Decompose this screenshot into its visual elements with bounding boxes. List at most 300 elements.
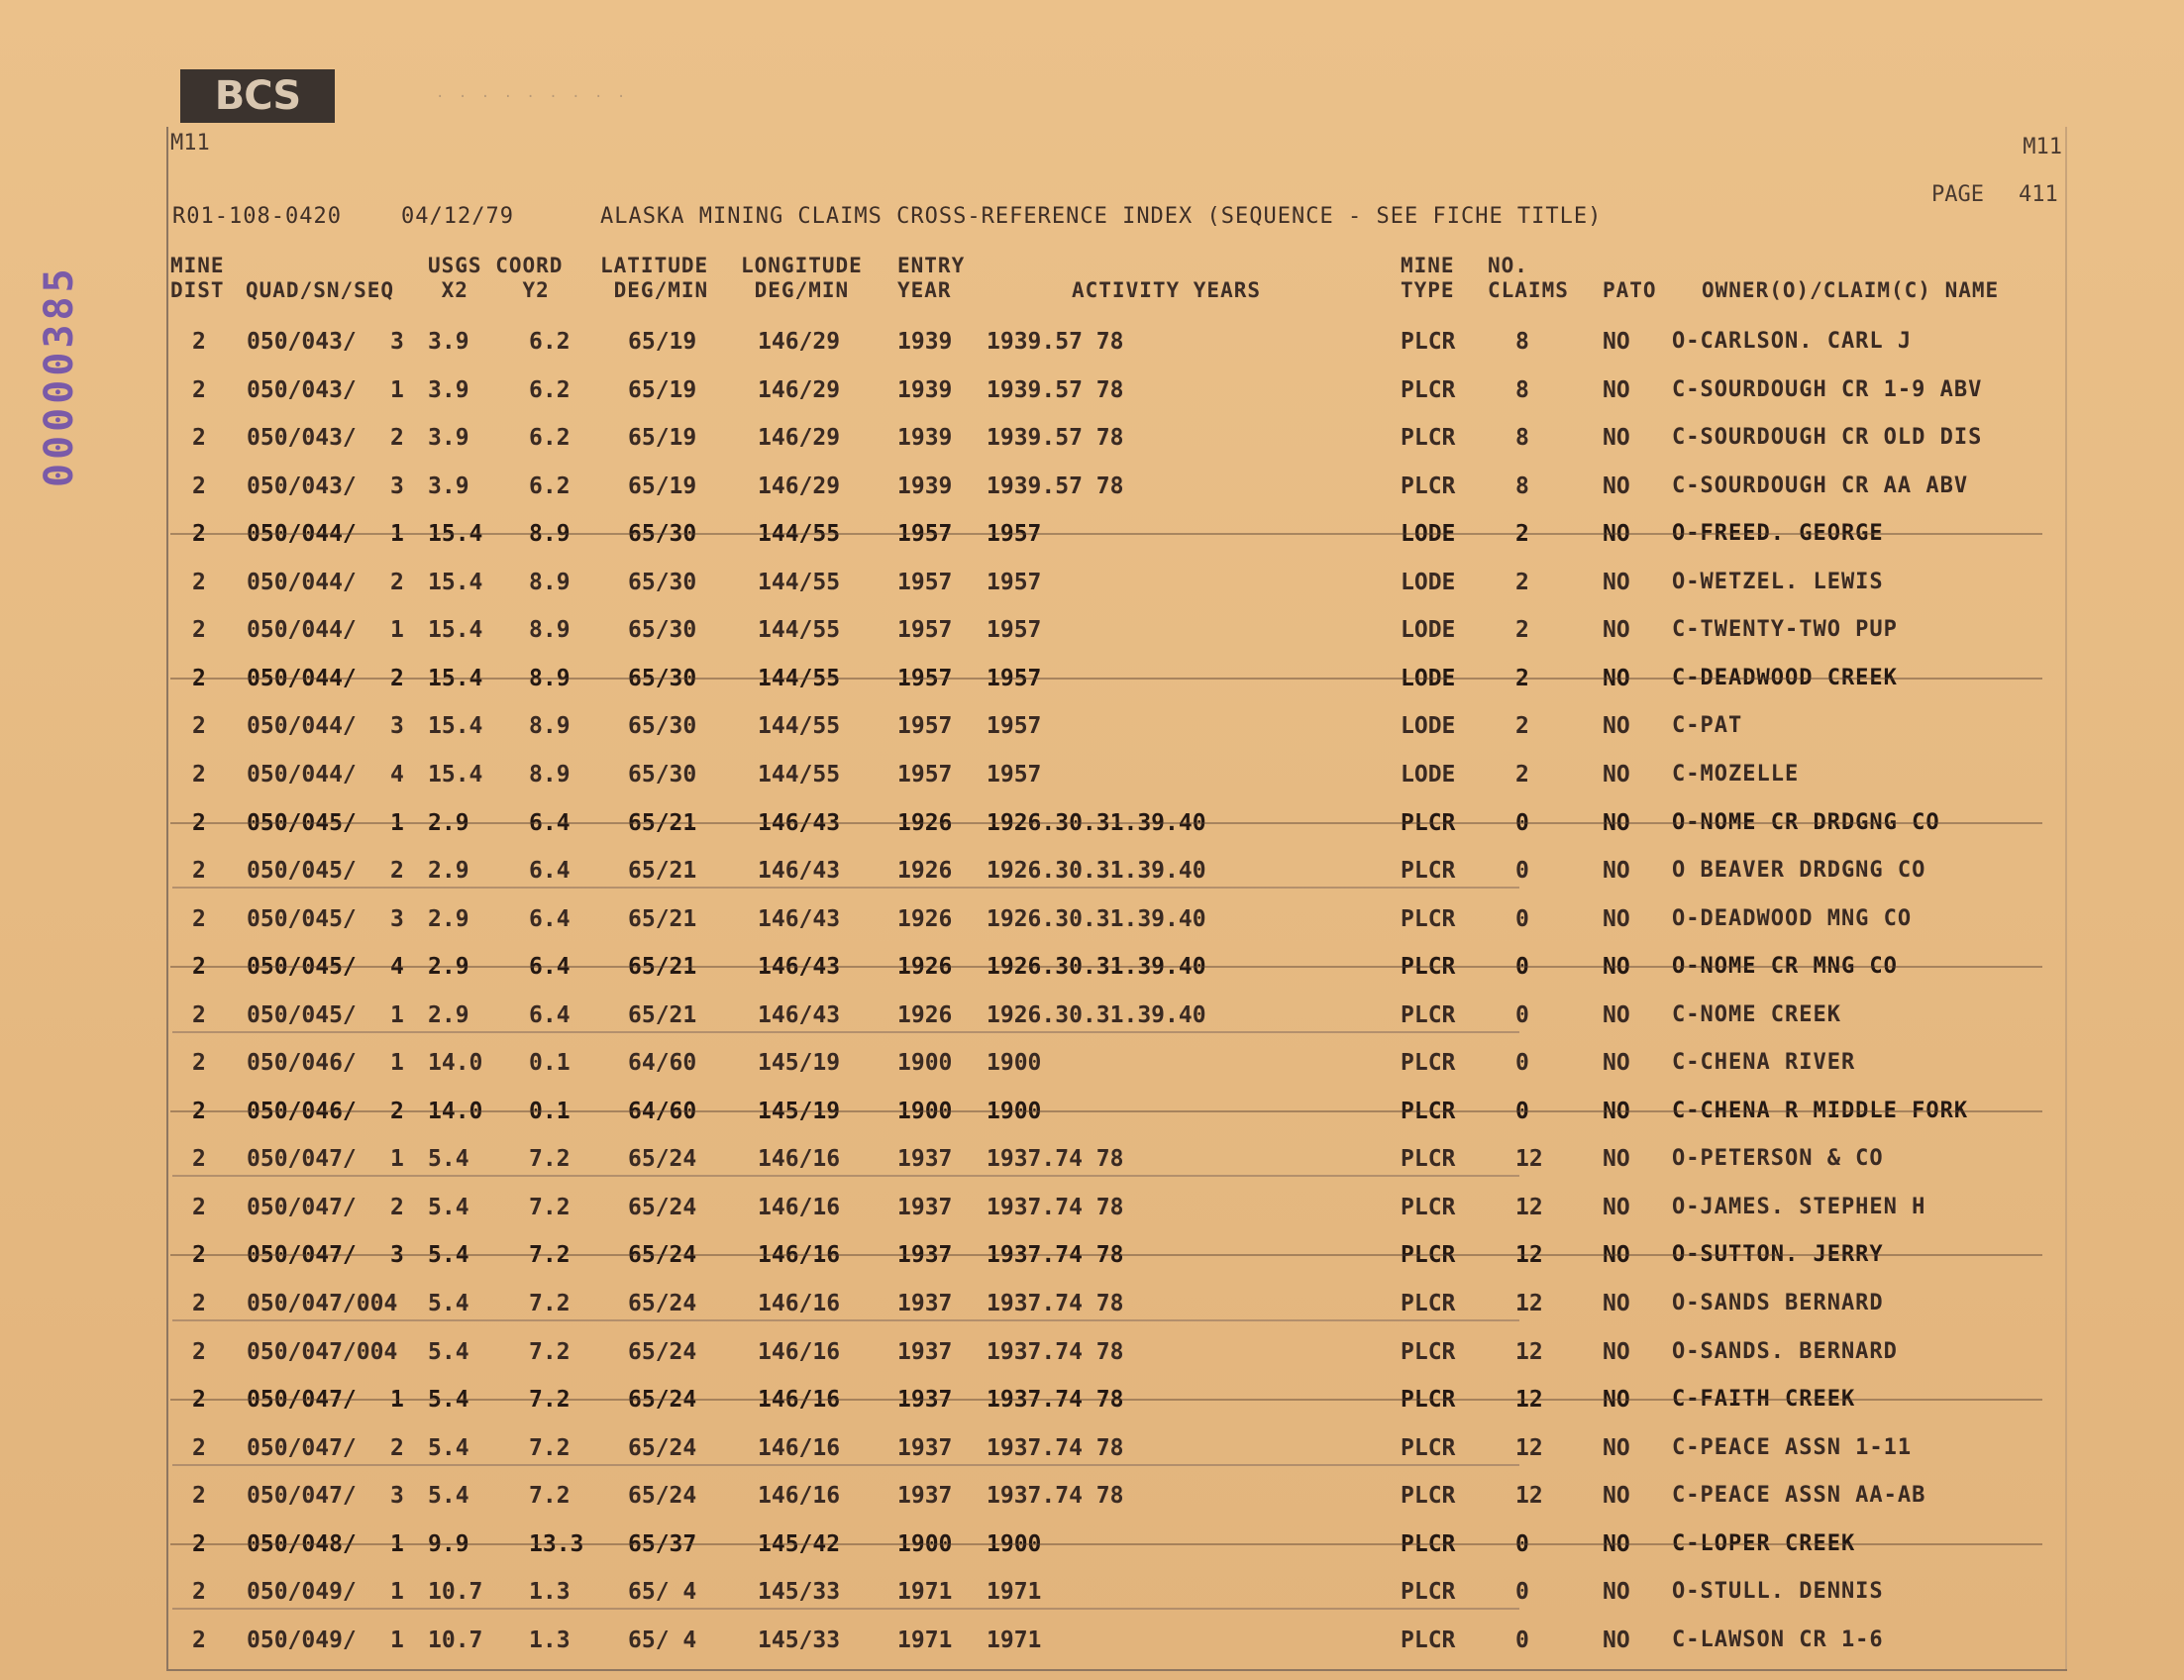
faint-header-marks: · · · · · · · · ·: [436, 89, 629, 105]
cell-claims: 8: [1515, 376, 1529, 403]
cell-dist: 2: [192, 425, 206, 452]
row-strike-line: [170, 1399, 2042, 1401]
col-header-type: MINE TYPE: [1401, 254, 1455, 302]
cell-lat: 65/37: [628, 1530, 697, 1557]
cell-activity: 1939.57 78: [987, 425, 1124, 452]
cell-owner: O-DEADWOOD MNG CO: [1672, 905, 1913, 931]
row-strike-line: [170, 678, 2042, 680]
cell-quad: 050/044/: [247, 761, 357, 788]
table-row: [0, 1232, 2184, 1280]
cell-activity: 1926.30.31.39.40: [987, 858, 1206, 885]
cell-quad: 050/047/: [247, 1146, 357, 1173]
col-header-lon: LONGITUDE DEG/MIN: [741, 254, 863, 302]
row-strike-line: [170, 822, 2042, 824]
cell-entry: 1900: [897, 1098, 953, 1124]
cell-claims: 2: [1515, 617, 1529, 644]
cell-owner: C-MOZELLE: [1672, 761, 1800, 787]
cell-y2: 7.2: [529, 1146, 571, 1173]
cell-x2: 15.4: [428, 761, 483, 788]
cell-type: PLCR: [1401, 1387, 1456, 1414]
cell-pato: NO: [1603, 1338, 1630, 1365]
cell-activity: 1957: [987, 569, 1042, 595]
cell-owner: C-SOURDOUGH CR AA ABV: [1672, 472, 1969, 498]
cell-lon: 145/33: [758, 1579, 841, 1606]
col-header-pato: PATO: [1603, 278, 1657, 302]
cell-seq: 1: [390, 1579, 404, 1606]
cell-type: PLCR: [1401, 1098, 1456, 1124]
cell-claims: 0: [1515, 1530, 1529, 1557]
cell-owner: O-SANDS BERNARD: [1672, 1291, 1884, 1315]
cell-pato: NO: [1603, 713, 1630, 740]
cell-claims: 2: [1515, 761, 1529, 788]
cell-type: PLCR: [1401, 1530, 1456, 1557]
cell-type: PLCR: [1401, 905, 1456, 932]
cell-claims: 0: [1515, 1001, 1529, 1028]
cell-dist: 2: [192, 1291, 206, 1316]
cell-lon: 144/55: [758, 617, 841, 644]
cell-claims: 2: [1515, 665, 1529, 691]
page-number: 411: [2019, 182, 2058, 207]
table-row: [0, 1473, 2184, 1521]
cell-x2: 9.9: [428, 1530, 469, 1557]
cell-type: PLCR: [1401, 1627, 1456, 1653]
cell-claims: 8: [1515, 425, 1529, 452]
table-row: [0, 1618, 2184, 1665]
cell-activity: 1939.57 78: [987, 329, 1124, 355]
cell-claims: 0: [1515, 1627, 1529, 1653]
cell-dist: 2: [192, 1098, 206, 1124]
row-underline: [172, 1464, 1519, 1466]
cell-dist: 2: [192, 472, 206, 499]
cell-owner: C-DEADWOOD CREEK: [1672, 665, 1898, 690]
cell-lon: 146/16: [758, 1242, 841, 1269]
cell-activity: 1957: [987, 761, 1042, 788]
cell-lon: 146/43: [758, 809, 841, 836]
cell-dist: 2: [192, 1434, 206, 1461]
cell-claims: 2: [1515, 713, 1529, 740]
cell-quad: 050/045/: [247, 905, 357, 932]
cell-type: PLCR: [1401, 1291, 1456, 1316]
table-row: [0, 1329, 2184, 1377]
cell-lat: 65/24: [628, 1434, 697, 1461]
table-row: [0, 944, 2184, 992]
cell-dist: 2: [192, 858, 206, 885]
cell-owner: O-NOME CR DRDGNG CO: [1672, 809, 1940, 835]
cell-owner: O-JAMES. STEPHEN H: [1672, 1194, 1926, 1219]
cell-claims: 8: [1515, 472, 1529, 499]
cell-lon: 146/29: [758, 329, 841, 355]
cell-y2: 1.3: [529, 1579, 571, 1606]
report-id: R01-108-0420: [172, 204, 342, 229]
cell-lon: 146/29: [758, 425, 841, 452]
cell-activity: 1957: [987, 713, 1042, 740]
cell-lon: 146/43: [758, 858, 841, 885]
cell-entry: 1937: [897, 1434, 953, 1461]
cell-lon: 144/55: [758, 761, 841, 788]
cell-lon: 146/43: [758, 1001, 841, 1028]
cell-pato: NO: [1603, 569, 1630, 595]
cell-activity: 1937.74 78: [987, 1146, 1124, 1173]
bcs-logo: BCS: [180, 69, 335, 123]
cell-x2: 2.9: [428, 905, 469, 932]
cell-lat: 65/30: [628, 569, 697, 595]
table-row: [0, 896, 2184, 944]
cell-x2: 14.0: [428, 1050, 483, 1077]
cell-seq: 1: [390, 1530, 404, 1557]
cell-lat: 65/21: [628, 809, 697, 836]
table-row: [0, 703, 2184, 751]
cell-quad: 050/043/: [247, 376, 357, 403]
cell-x2: 10.7: [428, 1579, 483, 1606]
table-row: [0, 368, 2184, 415]
cell-seq: 3: [390, 1242, 404, 1269]
cell-dist: 2: [192, 1194, 206, 1220]
cell-dist: 2: [192, 1579, 206, 1606]
cell-type: LODE: [1401, 569, 1456, 595]
cell-y2: 6.4: [529, 905, 571, 932]
cell-y2: 13.3: [529, 1530, 584, 1557]
cell-lat: 65/21: [628, 1001, 697, 1028]
cell-x2: 14.0: [428, 1098, 483, 1124]
cell-dist: 2: [192, 1146, 206, 1173]
cell-x2: 15.4: [428, 569, 483, 595]
cell-claims: 12: [1515, 1242, 1543, 1269]
cell-lat: 65/21: [628, 954, 697, 981]
col-header-usgs: USGS COORD X2 Y2: [428, 254, 564, 302]
cell-quad: 050/049/: [247, 1627, 357, 1653]
cell-activity: 1926.30.31.39.40: [987, 809, 1206, 836]
cell-quad: 050/047/: [247, 1387, 357, 1414]
cell-pato: NO: [1603, 1146, 1630, 1173]
cell-pato: NO: [1603, 809, 1630, 836]
cell-y2: 7.2: [529, 1291, 571, 1316]
cell-lat: 65/30: [628, 761, 697, 788]
cell-owner: O-PETERSON & CO: [1672, 1146, 1884, 1172]
cell-owner: C-CHENA R MIDDLE FORK: [1672, 1098, 1969, 1123]
cell-lat: 65/24: [628, 1387, 697, 1414]
cell-pato: NO: [1603, 1579, 1630, 1606]
cell-pato: NO: [1603, 1098, 1630, 1124]
row-strike-line: [170, 1543, 2042, 1545]
cell-pato: NO: [1603, 1291, 1630, 1316]
cell-type: LODE: [1401, 521, 1456, 548]
cell-y2: 7.2: [529, 1242, 571, 1269]
cell-type: PLCR: [1401, 809, 1456, 836]
cell-entry: 1900: [897, 1530, 953, 1557]
cell-lat: 65/30: [628, 665, 697, 691]
cell-quad: 050/045/: [247, 1001, 357, 1028]
cell-claims: 0: [1515, 1579, 1529, 1606]
cell-pato: NO: [1603, 1242, 1630, 1269]
cell-x2: 15.4: [428, 665, 483, 691]
row-underline: [172, 1031, 1519, 1033]
cell-type: PLCR: [1401, 1483, 1456, 1510]
cell-lon: 144/55: [758, 665, 841, 691]
cell-entry: 1957: [897, 617, 953, 644]
cell-entry: 1926: [897, 905, 953, 932]
cell-seq: 1: [390, 809, 404, 836]
cell-lat: 65/24: [628, 1483, 697, 1510]
cell-quad: 050/047/: [247, 1483, 357, 1510]
cell-x2: 5.4: [428, 1434, 469, 1461]
cell-entry: 1971: [897, 1579, 953, 1606]
table-row: [0, 848, 2184, 895]
cell-claims: 8: [1515, 329, 1529, 355]
cell-seq: 3: [390, 1483, 404, 1510]
cell-type: PLCR: [1401, 1242, 1456, 1269]
cell-owner: C-SOURDOUGH CR OLD DIS: [1672, 425, 1983, 451]
cell-y2: 6.4: [529, 858, 571, 885]
cell-quad: 050/044/: [247, 665, 357, 691]
cell-entry: 1939: [897, 425, 953, 452]
cell-y2: 0.1: [529, 1098, 571, 1124]
cell-claims: 12: [1515, 1146, 1543, 1173]
cell-y2: 8.9: [529, 617, 571, 644]
row-strike-line: [170, 1110, 2042, 1112]
cell-entry: 1926: [897, 954, 953, 981]
cell-y2: 6.2: [529, 472, 571, 499]
cell-lon: 146/29: [758, 472, 841, 499]
cell-lat: 65/19: [628, 425, 697, 452]
cell-type: PLCR: [1401, 425, 1456, 452]
cell-lon: 146/16: [758, 1146, 841, 1173]
cell-activity: 1937.74 78: [987, 1387, 1124, 1414]
cell-claims: 2: [1515, 569, 1529, 595]
cell-lon: 146/16: [758, 1338, 841, 1365]
cell-owner: O-STULL. DENNIS: [1672, 1579, 1884, 1605]
report-title: ALASKA MINING CLAIMS CROSS-REFERENCE INDEX (SEQUENCE - SEE FICHE TITLE): [600, 204, 1603, 229]
cell-lat: 65/24: [628, 1194, 697, 1220]
cell-seq: 2: [390, 1098, 404, 1124]
cell-lon: 146/16: [758, 1291, 841, 1316]
row-strike-line: [170, 533, 2042, 535]
cell-lon: 146/29: [758, 376, 841, 403]
col-header-claims: NO. CLAIMS: [1488, 254, 1569, 302]
cell-claims: 12: [1515, 1338, 1543, 1365]
cell-activity: 1900: [987, 1530, 1042, 1557]
cell-activity: 1957: [987, 617, 1042, 644]
cell-lon: 146/16: [758, 1387, 841, 1414]
cell-entry: 1971: [897, 1627, 953, 1653]
cell-lon: 145/42: [758, 1530, 841, 1557]
col-header-entry: ENTRY YEAR: [897, 254, 966, 302]
cell-lon: 146/16: [758, 1194, 841, 1220]
cell-owner: C-TWENTY-TWO PUP: [1672, 617, 1898, 643]
table-row: [0, 560, 2184, 607]
cell-owner: C-SOURDOUGH CR 1-9 ABV: [1672, 376, 1983, 402]
cell-claims: 0: [1515, 1050, 1529, 1077]
cell-quad: 050/044/: [247, 569, 357, 595]
table-row: [0, 1185, 2184, 1232]
cell-seq: 4: [390, 954, 404, 981]
cell-y2: 7.2: [529, 1483, 571, 1510]
cell-type: PLCR: [1401, 1579, 1456, 1606]
cell-owner: O-FREED. GEORGE: [1672, 521, 1884, 547]
cell-claims: 12: [1515, 1387, 1543, 1414]
table-row: [0, 607, 2184, 655]
cell-x2: 2.9: [428, 954, 469, 981]
cell-activity: 1937.74 78: [987, 1291, 1124, 1316]
cell-dist: 2: [192, 329, 206, 355]
cell-seq: 1: [390, 376, 404, 403]
cell-type: PLCR: [1401, 1001, 1456, 1028]
cell-pato: NO: [1603, 665, 1630, 691]
cell-x2: 2.9: [428, 809, 469, 836]
cell-pato: NO: [1603, 1387, 1630, 1414]
cell-lat: 65/24: [628, 1242, 697, 1269]
cell-seq: 1: [390, 521, 404, 548]
cell-quad: 050/043/: [247, 472, 357, 499]
col-header-quad: QUAD/SN/SEQ: [246, 278, 395, 302]
cell-entry: 1937: [897, 1146, 953, 1173]
cell-claims: 0: [1515, 809, 1529, 836]
row-strike-line: [170, 966, 2042, 968]
cell-pato: NO: [1603, 905, 1630, 932]
cell-quad: 050/048/: [247, 1530, 357, 1557]
cell-y2: 7.2: [529, 1434, 571, 1461]
cell-y2: 6.2: [529, 376, 571, 403]
cell-quad: 050/049/: [247, 1579, 357, 1606]
cell-x2: 15.4: [428, 617, 483, 644]
cell-x2: 5.4: [428, 1338, 469, 1365]
table-row: [0, 1377, 2184, 1424]
cell-claims: 0: [1515, 954, 1529, 981]
cell-seq: 3: [390, 713, 404, 740]
corner-mark-left: M11: [170, 131, 210, 156]
cell-entry: 1957: [897, 569, 953, 595]
cell-type: PLCR: [1401, 954, 1456, 981]
report-date: 04/12/79: [401, 204, 514, 229]
cell-pato: NO: [1603, 617, 1630, 644]
cell-y2: 6.4: [529, 954, 571, 981]
cell-x2: 5.4: [428, 1291, 469, 1316]
cell-entry: 1937: [897, 1242, 953, 1269]
cell-claims: 12: [1515, 1194, 1543, 1220]
cell-entry: 1937: [897, 1338, 953, 1365]
cell-lat: 65/19: [628, 376, 697, 403]
cell-dist: 2: [192, 809, 206, 836]
col-header-dist: MINE DIST: [170, 254, 225, 302]
cell-type: LODE: [1401, 761, 1456, 788]
cell-claims: 12: [1515, 1291, 1543, 1316]
cell-x2: 3.9: [428, 425, 469, 452]
cell-quad: 050/047/004: [247, 1338, 398, 1365]
cell-activity: 1957: [987, 521, 1042, 548]
cell-activity: 1926.30.31.39.40: [987, 954, 1206, 981]
cell-activity: 1957: [987, 665, 1042, 691]
cell-quad: 050/044/: [247, 713, 357, 740]
cell-y2: 8.9: [529, 665, 571, 691]
cell-activity: 1900: [987, 1098, 1042, 1124]
col-header-lat: LATITUDE DEG/MIN: [600, 254, 709, 302]
cell-seq: 1: [390, 1387, 404, 1414]
cell-seq: 1: [390, 1001, 404, 1028]
cell-y2: 6.2: [529, 425, 571, 452]
cell-lat: 64/60: [628, 1098, 697, 1124]
cell-entry: 1926: [897, 1001, 953, 1028]
cell-x2: 5.4: [428, 1387, 469, 1414]
cell-entry: 1939: [897, 472, 953, 499]
cell-seq: 1: [390, 1050, 404, 1077]
row-strike-line: [170, 1254, 2042, 1256]
cell-dist: 2: [192, 713, 206, 740]
table-row: [0, 511, 2184, 559]
cell-owner: C-NOME CREEK: [1672, 1001, 1841, 1027]
cell-x2: 3.9: [428, 329, 469, 355]
cell-pato: NO: [1603, 376, 1630, 403]
table-row: [0, 1136, 2184, 1184]
cell-dist: 2: [192, 1530, 206, 1557]
cell-owner: C-PEACE ASSN AA-AB: [1672, 1483, 1926, 1509]
document-number-stamp: 00000385: [37, 264, 82, 488]
table-row: [0, 464, 2184, 511]
cell-y2: 6.4: [529, 809, 571, 836]
table-row: [0, 1040, 2184, 1088]
cell-lon: 145/19: [758, 1050, 841, 1077]
cell-y2: 0.1: [529, 1050, 571, 1077]
cell-lat: 65/ 4: [628, 1627, 697, 1653]
cell-lat: 65/24: [628, 1146, 697, 1173]
cell-seq: 2: [390, 569, 404, 595]
cell-quad: 050/043/: [247, 329, 357, 355]
cell-x2: 15.4: [428, 521, 483, 548]
cell-owner: O-WETZEL. LEWIS: [1672, 569, 1884, 594]
cell-type: PLCR: [1401, 1434, 1456, 1461]
cell-pato: NO: [1603, 1483, 1630, 1510]
cell-y2: 7.2: [529, 1387, 571, 1414]
cell-seq: 1: [390, 617, 404, 644]
cell-y2: 6.4: [529, 1001, 571, 1028]
cell-seq: 3: [390, 905, 404, 932]
cell-seq: 2: [390, 1434, 404, 1461]
cell-claims: 0: [1515, 858, 1529, 885]
cell-dist: 2: [192, 1387, 206, 1414]
cell-entry: 1937: [897, 1483, 953, 1510]
cell-quad: 050/047/004: [247, 1291, 398, 1316]
table-row: [0, 752, 2184, 799]
cell-x2: 3.9: [428, 376, 469, 403]
cell-type: LODE: [1401, 713, 1456, 740]
cell-lat: 65/24: [628, 1291, 697, 1316]
row-underline: [172, 1319, 1519, 1321]
table-row: [0, 993, 2184, 1040]
cell-quad: 050/045/: [247, 954, 357, 981]
cell-y2: 7.2: [529, 1194, 571, 1220]
cell-owner: O-CARLSON. CARL J: [1672, 329, 1913, 354]
cell-quad: 050/047/: [247, 1434, 357, 1461]
cell-y2: 1.3: [529, 1627, 571, 1653]
cell-quad: 050/044/: [247, 617, 357, 644]
cell-entry: 1926: [897, 809, 953, 836]
cell-entry: 1939: [897, 376, 953, 403]
cell-entry: 1926: [897, 858, 953, 885]
cell-dist: 2: [192, 1338, 206, 1365]
cell-pato: NO: [1603, 761, 1630, 788]
cell-activity: 1937.74 78: [987, 1434, 1124, 1461]
cell-quad: 050/047/: [247, 1194, 357, 1220]
cell-y2: 8.9: [529, 713, 571, 740]
cell-claims: 0: [1515, 905, 1529, 932]
cell-x2: 5.4: [428, 1146, 469, 1173]
cell-type: PLCR: [1401, 472, 1456, 499]
cell-owner: O-NOME CR MNG CO: [1672, 954, 1898, 980]
cell-type: PLCR: [1401, 376, 1456, 403]
page-label: PAGE: [1931, 182, 1984, 207]
cell-type: PLCR: [1401, 329, 1456, 355]
cell-lat: 65/19: [628, 472, 697, 499]
cell-lat: 65/30: [628, 713, 697, 740]
cell-owner: O BEAVER DRDGNG CO: [1672, 858, 1926, 884]
